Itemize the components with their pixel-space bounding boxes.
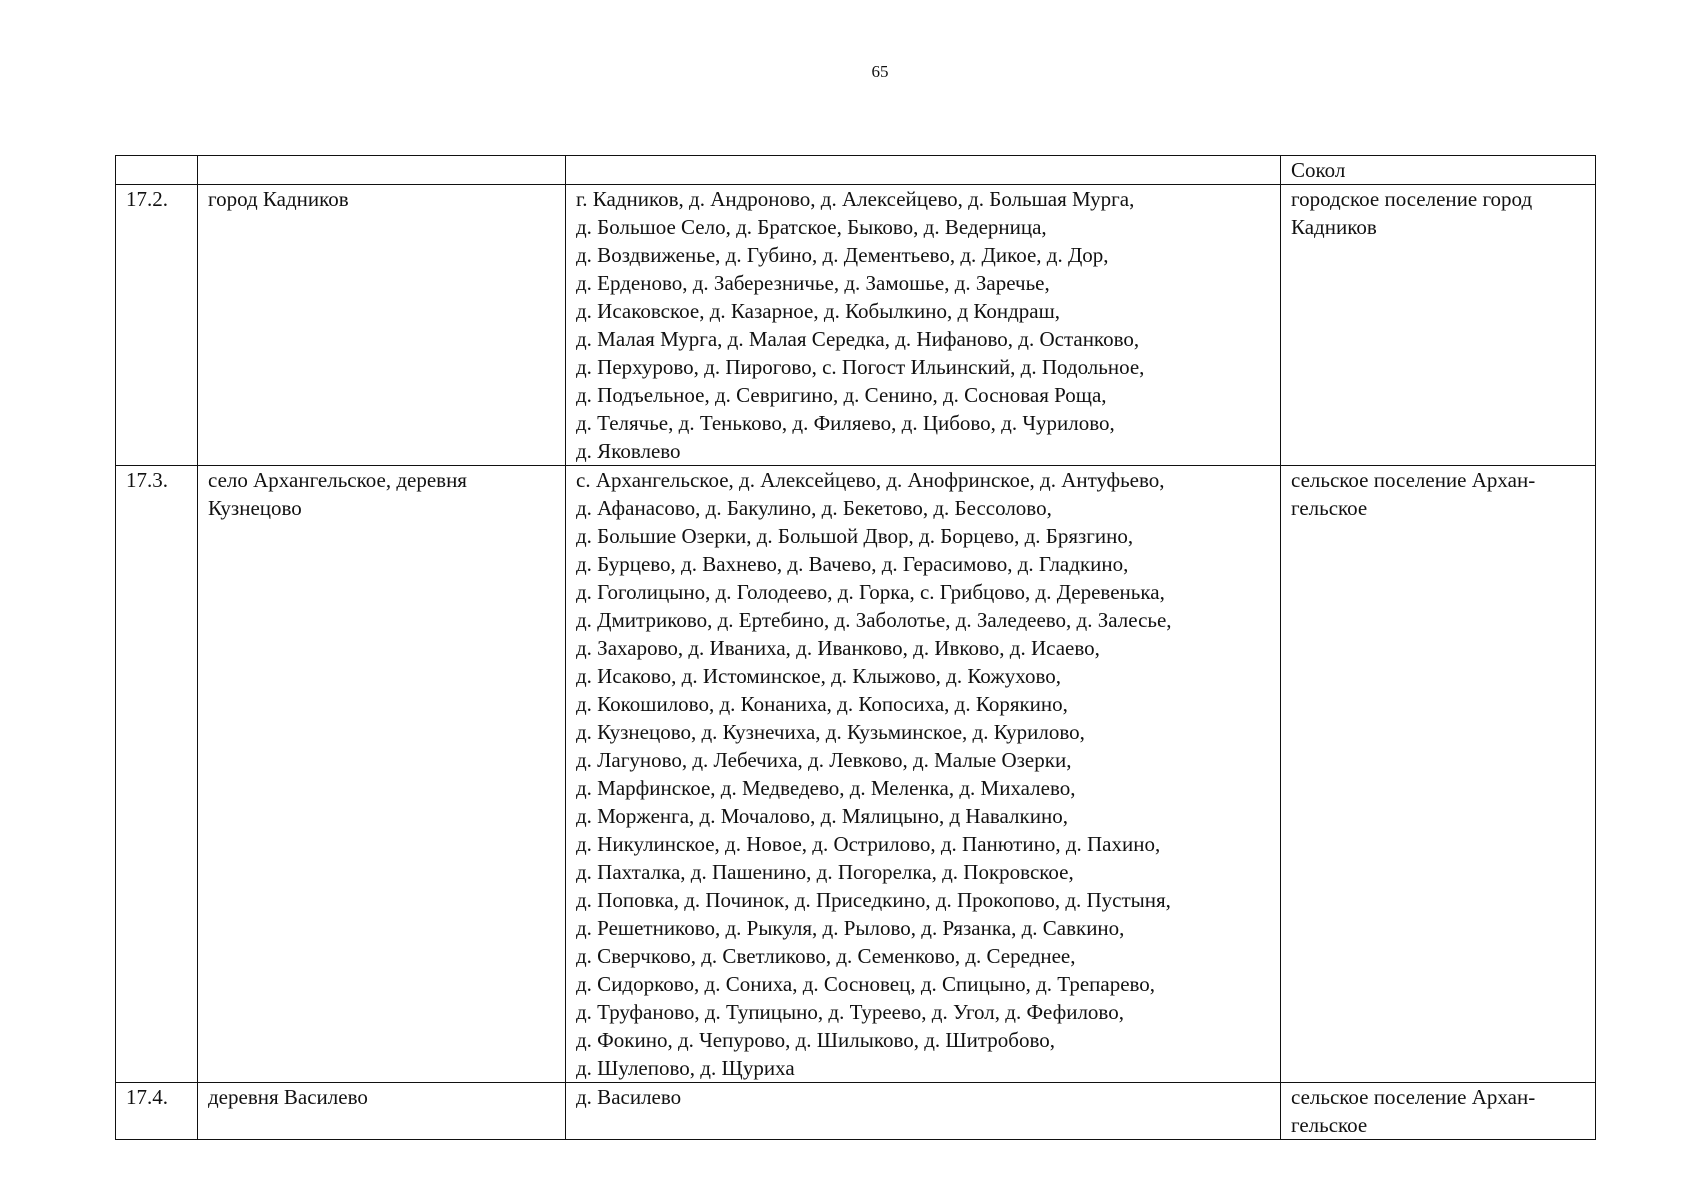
settlements-line: д. Исаковское, д. Казарное, д. Кобылкино, д Кондраш, [576, 299, 1061, 323]
settlements-line: д. Труфаново, д. Тупицыно, д. Туреево, д. Угол, д. Фефилово, [576, 1000, 1124, 1024]
table-row [116, 466, 1596, 1083]
settlements-line: с. Архангельское, д. Алексейцево, д. Анофринское, д. Антуфьево, [576, 468, 1165, 492]
settlements-line: д. Фокино, д. Чепурово, д. Шилыково, д. Шитробово, [576, 1028, 1055, 1052]
settlements-list-cell [566, 156, 1281, 185]
settlements-line: д. Захарово, д. Иваниха, д. Иванково, д. Ивково, д. Исаево, [576, 636, 1100, 660]
settlements-table [115, 155, 1596, 1140]
settlements-line: д. Малая Мурга, д. Малая Середка, д. Нифаново, д. Останково, [576, 327, 1140, 351]
settlements-line: д. Дмитриково, д. Ертебино, д. Заболотье, д. Заледеево, д. Залесье, [576, 608, 1172, 632]
municipality-cell: сельское поселение Архан-гельское [1281, 1083, 1596, 1140]
settlements-line: д. Телячье, д. Теньково, д. Филяево, д. Цибово, д. Чурилово, [576, 411, 1115, 435]
settlements-list-cell [566, 1083, 1281, 1140]
settlements-line: д. Большое Село, д. Братское, Быково, д. Ведерница, [576, 215, 1047, 239]
settlements-line: г. Кадников, д. Андроново, д. Алексейцево, д. Большая Мурга, [576, 187, 1135, 211]
settlements-line: д. Никулинское, д. Новое, д. Острилово, д. Панютино, д. Пахино, [576, 832, 1161, 856]
row-number-cell: 17.2. [116, 185, 198, 466]
settlement-name-cell: село Архангельское, деревня Кузнецово [198, 466, 566, 1083]
settlement-name-cell: деревня Василево [198, 1083, 566, 1140]
settlements-line: д. Сверчково, д. Светликово, д. Семенково, д. Середнее, [576, 944, 1076, 968]
settlements-list-cell [566, 185, 1281, 466]
settlements-line: д. Бурцево, д. Вахнево, д. Вачево, д. Герасимово, д. Гладкино, [576, 552, 1129, 576]
settlements-line: д. Исаково, д. Истоминское, д. Клыжово, д. Кожухово, [576, 664, 1062, 688]
settlements-line: д. Кокошилово, д. Конаниха, д. Копосиха, д. Корякино, [576, 692, 1068, 716]
settlements-line: д. Лагуново, д. Лебечиха, д. Левково, д. Малые Озерки, [576, 748, 1072, 772]
municipality-cell: Сокол [1281, 156, 1596, 185]
settlements-line: д. Шулепово, д. Щуриха [576, 1056, 795, 1080]
settlements-line: д. Сидорково, д. Сониха, д. Сосновец, д. Спицыно, д. Трепарево, [576, 972, 1156, 996]
settlements-list-cell [566, 466, 1281, 1083]
municipality-cell: городское поселение город Кадников [1281, 185, 1596, 466]
settlements-line: д. Перхурово, д. Пирогово, с. Погост Ильинский, д. Подольное, [576, 355, 1145, 379]
settlements-line: д. Марфинское, д. Медведево, д. Меленка, д. Михалево, [576, 776, 1076, 800]
settlements-line: д. Воздвиженье, д. Губино, д. Дементьево, д. Дикое, д. Дор, [576, 243, 1109, 267]
table-row [116, 185, 1596, 466]
row-number-cell: 17.3. [116, 466, 198, 1083]
table-row [116, 1083, 1596, 1140]
settlements-line: д. Большие Озерки, д. Большой Двор, д. Борцево, д. Брязгино, [576, 524, 1134, 548]
settlement-name-cell [198, 156, 566, 185]
settlements-line: д. Поповка, д. Починок, д. Приседкино, д. Прокопово, д. Пустыня, [576, 888, 1171, 912]
settlements-line: д. Кузнецово, д. Кузнечиха, д. Кузьминское, д. Курилово, [576, 720, 1085, 744]
settlements-line: д. Афанасово, д. Бакулино, д. Бекетово, д. Бессолово, [576, 496, 1052, 520]
row-number-cell: 17.4. [116, 1083, 198, 1140]
settlements-line: д. Морженга, д. Мочалово, д. Мялицыно, д Навалкино, [576, 804, 1068, 828]
table-row [116, 156, 1596, 185]
settlements-line: д. Решетниково, д. Рыкуля, д. Рылово, д. Рязанка, д. Савкино, [576, 916, 1125, 940]
settlements-line: д. Гоголицыно, д. Голодеево, д. Горка, с. Грибцово, д. Деревенька, [576, 580, 1165, 604]
settlement-name-cell: город Кадников [198, 185, 566, 466]
row-number-cell [116, 156, 198, 185]
settlements-line: д. Яковлево [576, 439, 681, 463]
settlements-line: д. Пахталка, д. Пашенино, д. Погорелка, д. Покровское, [576, 860, 1074, 884]
settlements-line: д. Ерденово, д. Заберезничье, д. Замошье, д. Заречье, [576, 271, 1050, 295]
page-number: 65 [871, 62, 889, 81]
settlements-line: д. Василево [576, 1085, 682, 1109]
municipality-cell: сельское поселение Архан-гельское [1281, 466, 1596, 1083]
settlements-line: д. Подъельное, д. Севригино, д. Сенино, д. Сосновая Роща, [576, 383, 1107, 407]
